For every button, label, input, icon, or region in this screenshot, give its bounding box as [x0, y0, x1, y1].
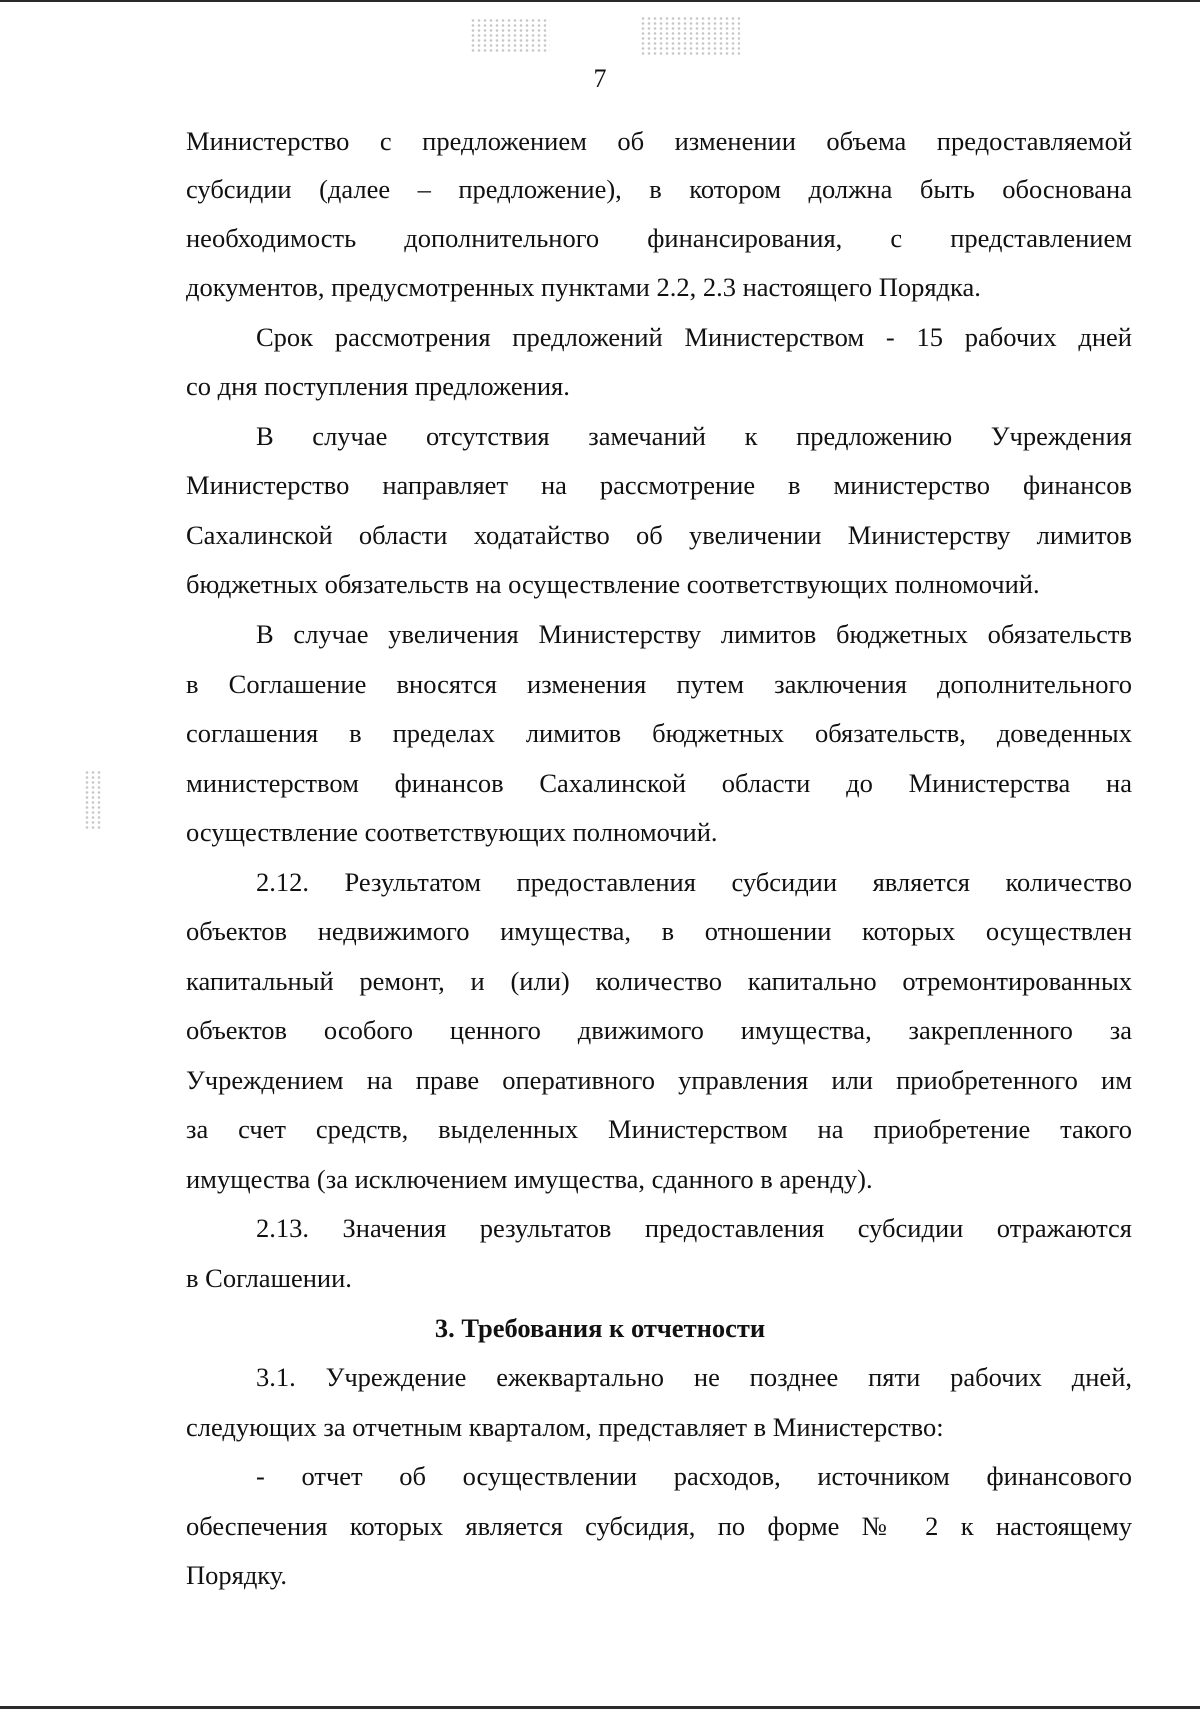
text-line: в Соглашение вносятся изменения путем заключения дополнительного	[186, 669, 1132, 699]
top-scan-border	[0, 0, 1200, 2]
text-line: бюджетных обязательств на осуществление соответствующих полномочий.	[186, 569, 1040, 599]
text-line: осуществление соответствующих полномочий.	[186, 817, 718, 847]
text-line: Сахалинской области ходатайство об увеличении Министерству лимитов	[186, 520, 1132, 550]
text-line: соглашения в пределах лимитов бюджетных обязательств, доведенных	[186, 718, 1132, 748]
text-line: Министерство направляет на рассмотрение в министерство финансов	[186, 470, 1132, 500]
text-line: В случае отсутствия замечаний к предложению Учреждения	[256, 421, 1132, 451]
text-line: капитальный ремонт, и (или) количество капитально отремонтированных	[186, 966, 1132, 996]
text-line: Учреждением на праве оперативного управления или приобретенного им	[186, 1065, 1132, 1095]
text-line: Порядку.	[186, 1560, 288, 1590]
text-line: имущества (за исключением имущества, сданного в аренду).	[186, 1164, 873, 1194]
text-line: В случае увеличения Министерству лимитов бюджетных обязательств	[256, 619, 1132, 649]
text-line: за счет средств, выделенных Министерством на приобретение такого	[186, 1114, 1132, 1144]
text-line: министерством финансов Сахалинской области до Министерства на	[186, 768, 1132, 798]
text-line: объектов недвижимого имущества, в отношении которых осуществлен	[186, 916, 1132, 946]
text-line: со дня поступления предложения.	[186, 371, 570, 401]
text-line: 2.13. Значения результатов предоставления субсидии отражаются	[256, 1213, 1132, 1243]
text-line: Министерство с предложением об изменении объема предоставляемой	[186, 126, 1132, 156]
text-line: обеспечения которых является субсидия, по форме № 2 к настоящему	[186, 1511, 1132, 1541]
text-line: в Соглашении.	[186, 1263, 352, 1293]
text-line: субсидии (далее – предложение), в котором должна быть обоснована	[186, 174, 1132, 204]
text-line: Срок рассмотрения предложений Министерством - 15 рабочих дней	[256, 322, 1132, 352]
text-line: 2.12. Результатом предоставления субсидии является количество	[256, 867, 1132, 897]
section-heading: 3. Требования к отчетности	[434, 1313, 766, 1343]
scan-noise-top-right	[640, 16, 740, 56]
page-number: 7	[593, 64, 607, 93]
scan-noise-top-left	[470, 18, 550, 52]
text-line: следующих за отчетным кварталом, представляет в Министерство:	[186, 1412, 944, 1442]
text-line: - отчет об осуществлении расходов, источником финансового	[256, 1461, 1132, 1491]
text-line: документов, предусмотренных пунктами 2.2, 2.3 настоящего Порядка.	[186, 272, 981, 302]
text-line: 3.1. Учреждение ежеквартально не позднее пяти рабочих дней,	[256, 1362, 1132, 1392]
text-line: объектов особого ценного движимого имущества, закрепленного за	[186, 1015, 1132, 1045]
scan-noise-margin	[84, 770, 102, 830]
bottom-scan-border	[0, 1706, 1200, 1709]
text-line: необходимость дополнительного финансирования, с представлением	[186, 223, 1132, 253]
